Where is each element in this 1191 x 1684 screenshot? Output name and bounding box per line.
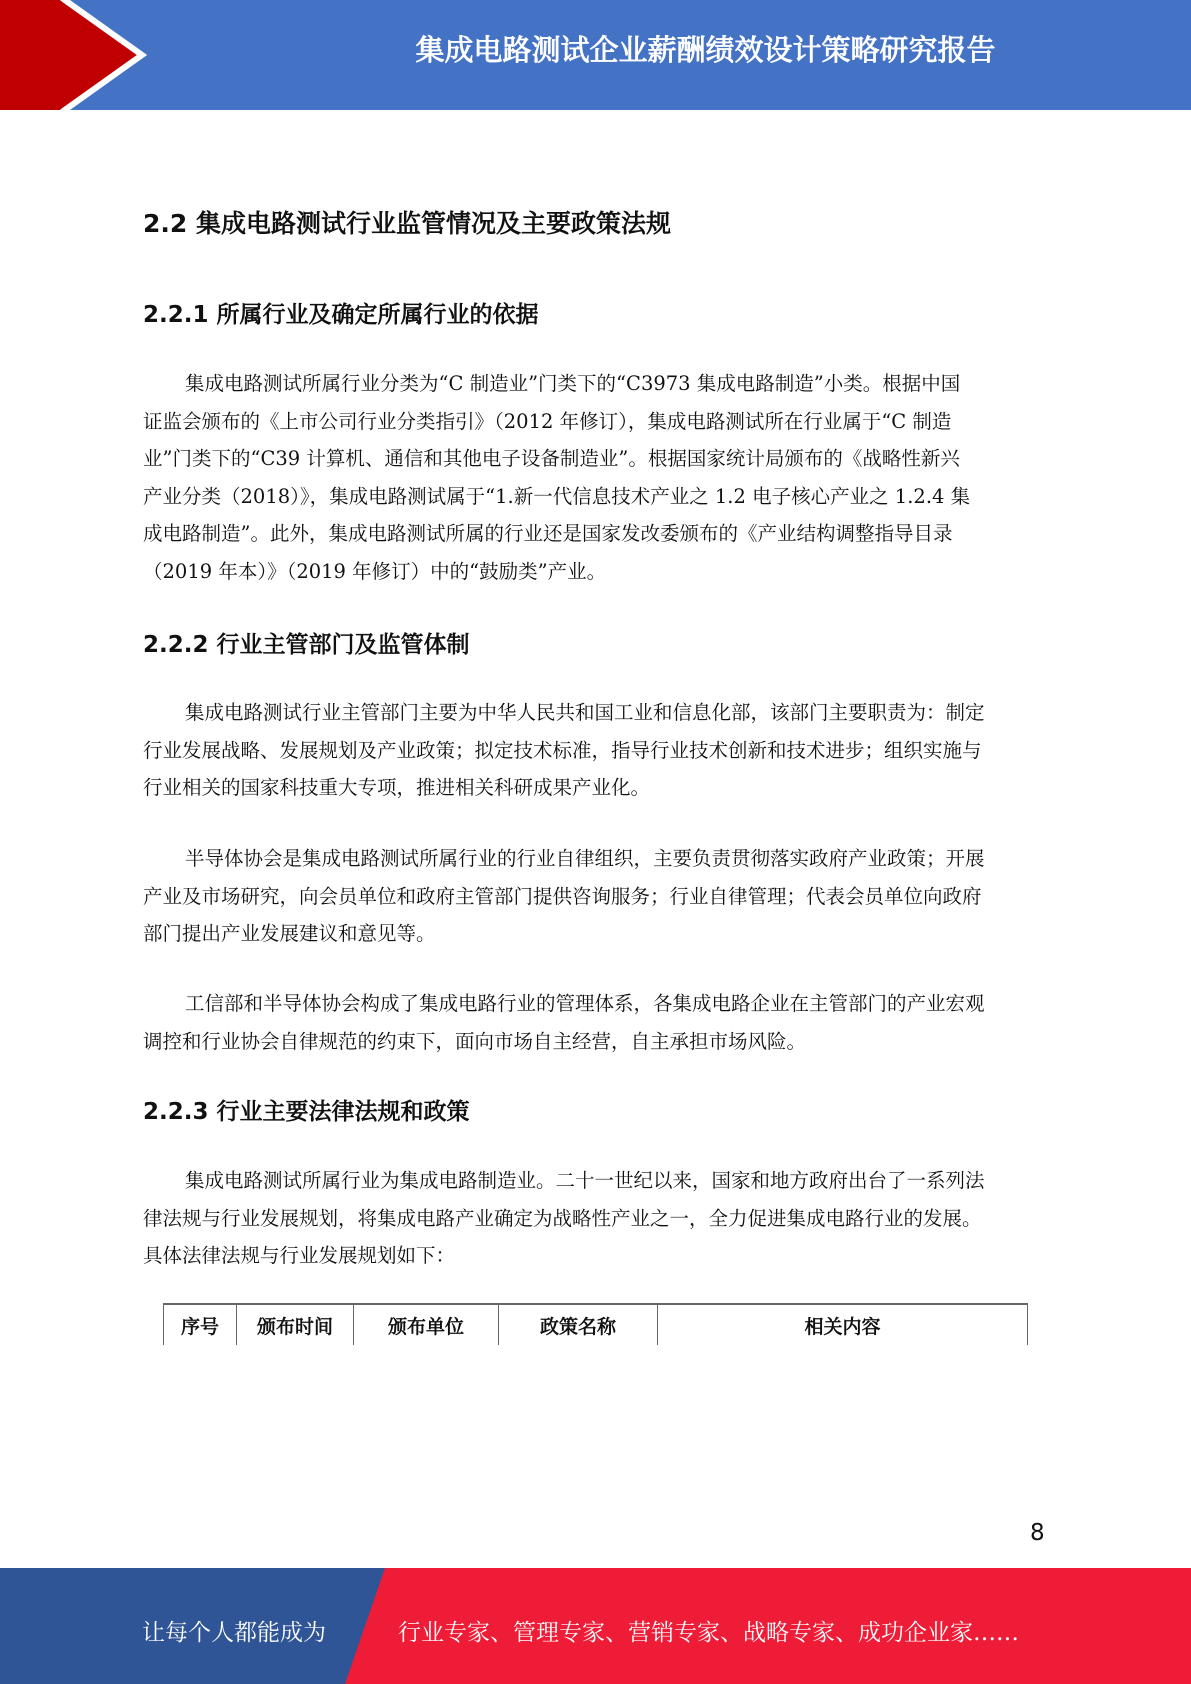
table-header-row <box>164 1304 1028 1345</box>
paragraph-line: 行业相关的国家科技重大专项，推进相关科研成果产业化。 <box>143 776 651 799</box>
page-header <box>0 0 1191 110</box>
paragraph-line: 集成电路测试所属行业分类为“C 制造业”门类下的“C3973 集成电路制造”小类。根据中国 <box>185 372 961 395</box>
paragraph-line: 部门提出产业发展建议和意见等。 <box>143 922 436 945</box>
column-header: 颁布单位 <box>354 1304 499 1345</box>
subsection-heading-2-2-1: 2.2.1 所属行业及确定所属行业的依据 <box>143 302 539 328</box>
paragraph-line: 产业及市场研究，向会员单位和政府主管部门提供咨询服务；行业自律管理；代表会员单位向政府 <box>143 884 982 908</box>
subsection-heading-2-2-3: 2.2.3 行业主要法律法规和政策 <box>143 1099 470 1125</box>
paragraph-line: 行业发展战略、发展规划及产业政策；拟定技术标准，指导行业技术创新和技术进步；组织实施与 <box>143 738 982 762</box>
header-title: 集成电路测试企业薪酬绩效设计策略研究报告 <box>415 33 996 67</box>
paragraph <box>143 694 1048 807</box>
paragraph-line: 集成电路测试行业主管部门主要为中华人民共和国工业和信息化部，该部门主要职责为：制定 <box>185 701 985 724</box>
paragraph-line: 半导体协会是集成电路测试所属行业的行业自律组织，主要负责贯彻落实政府产业政策；开展 <box>185 847 985 870</box>
paragraph-line: 集成电路测试所属行业为集成电路制造业。二十一世纪以来，国家和地方政府出台了一系列法 <box>185 1169 985 1192</box>
paragraph-line: 调控和行业协会自律规范的约束下，面向市场自主经营，自主承担市场风险。 <box>143 1029 807 1053</box>
paragraph <box>143 840 1048 953</box>
column-header: 序号 <box>164 1304 237 1345</box>
paragraph-line: （2019 年本）》（2019 年修订）中的“鼓励类”产业。 <box>143 559 607 583</box>
column-header: 相关内容 <box>658 1304 1028 1345</box>
paragraph-line: 业”门类下的“C39 计算机、通信和其他电子设备制造业”。根据国家统计局颁布的《战略性新兴 <box>143 447 960 470</box>
policy-table <box>163 1303 1028 1345</box>
paragraph <box>143 1162 1048 1275</box>
column-header: 颁布时间 <box>237 1304 354 1345</box>
page-footer <box>0 1568 1191 1684</box>
paragraph-line: 产业分类（2018）》，集成电路测试属于“1.新一代信息技术产业之 1.2 电子核心产业之 1.2.4 集 <box>143 484 971 508</box>
paragraph-line: 具体法律法规与行业发展规划如下： <box>143 1244 456 1267</box>
column-header: 政策名称 <box>499 1304 658 1345</box>
header-red-arrow-decoration <box>0 0 160 110</box>
subsection-heading-2-2-2: 2.2.2 行业主管部门及监管体制 <box>143 632 470 658</box>
footer-slogan-left: 让每个人都能成为 <box>142 1620 326 1646</box>
paragraph-line: 工信部和半导体协会构成了集成电路行业的管理体系，各集成电路企业在主管部门的产业宏观 <box>185 992 985 1015</box>
paragraph-line: 证监会颁布的《上市公司行业分类指引》（2012 年修订），集成电路测试所在行业属于“C 制造 <box>143 409 952 433</box>
paragraph-line: 成电路制造”。此外，集成电路测试所属的行业还是国家发改委颁布的《产业结构调整指导目录 <box>143 522 953 545</box>
paragraph-line: 律法规与行业发展规划，将集成电路产业确定为战略性产业之一，全力促进集成电路行业的发展。 <box>143 1206 982 1230</box>
section-heading: 2.2 集成电路测试行业监管情况及主要政策法规 <box>143 209 671 238</box>
paragraph <box>143 985 1048 1060</box>
footer-slogan-right: 行业专家、管理专家、营销专家、战略专家、成功企业家…… <box>398 1620 1019 1646</box>
paragraph <box>143 365 1048 590</box>
page-number: 8 <box>1030 1520 1045 1546</box>
